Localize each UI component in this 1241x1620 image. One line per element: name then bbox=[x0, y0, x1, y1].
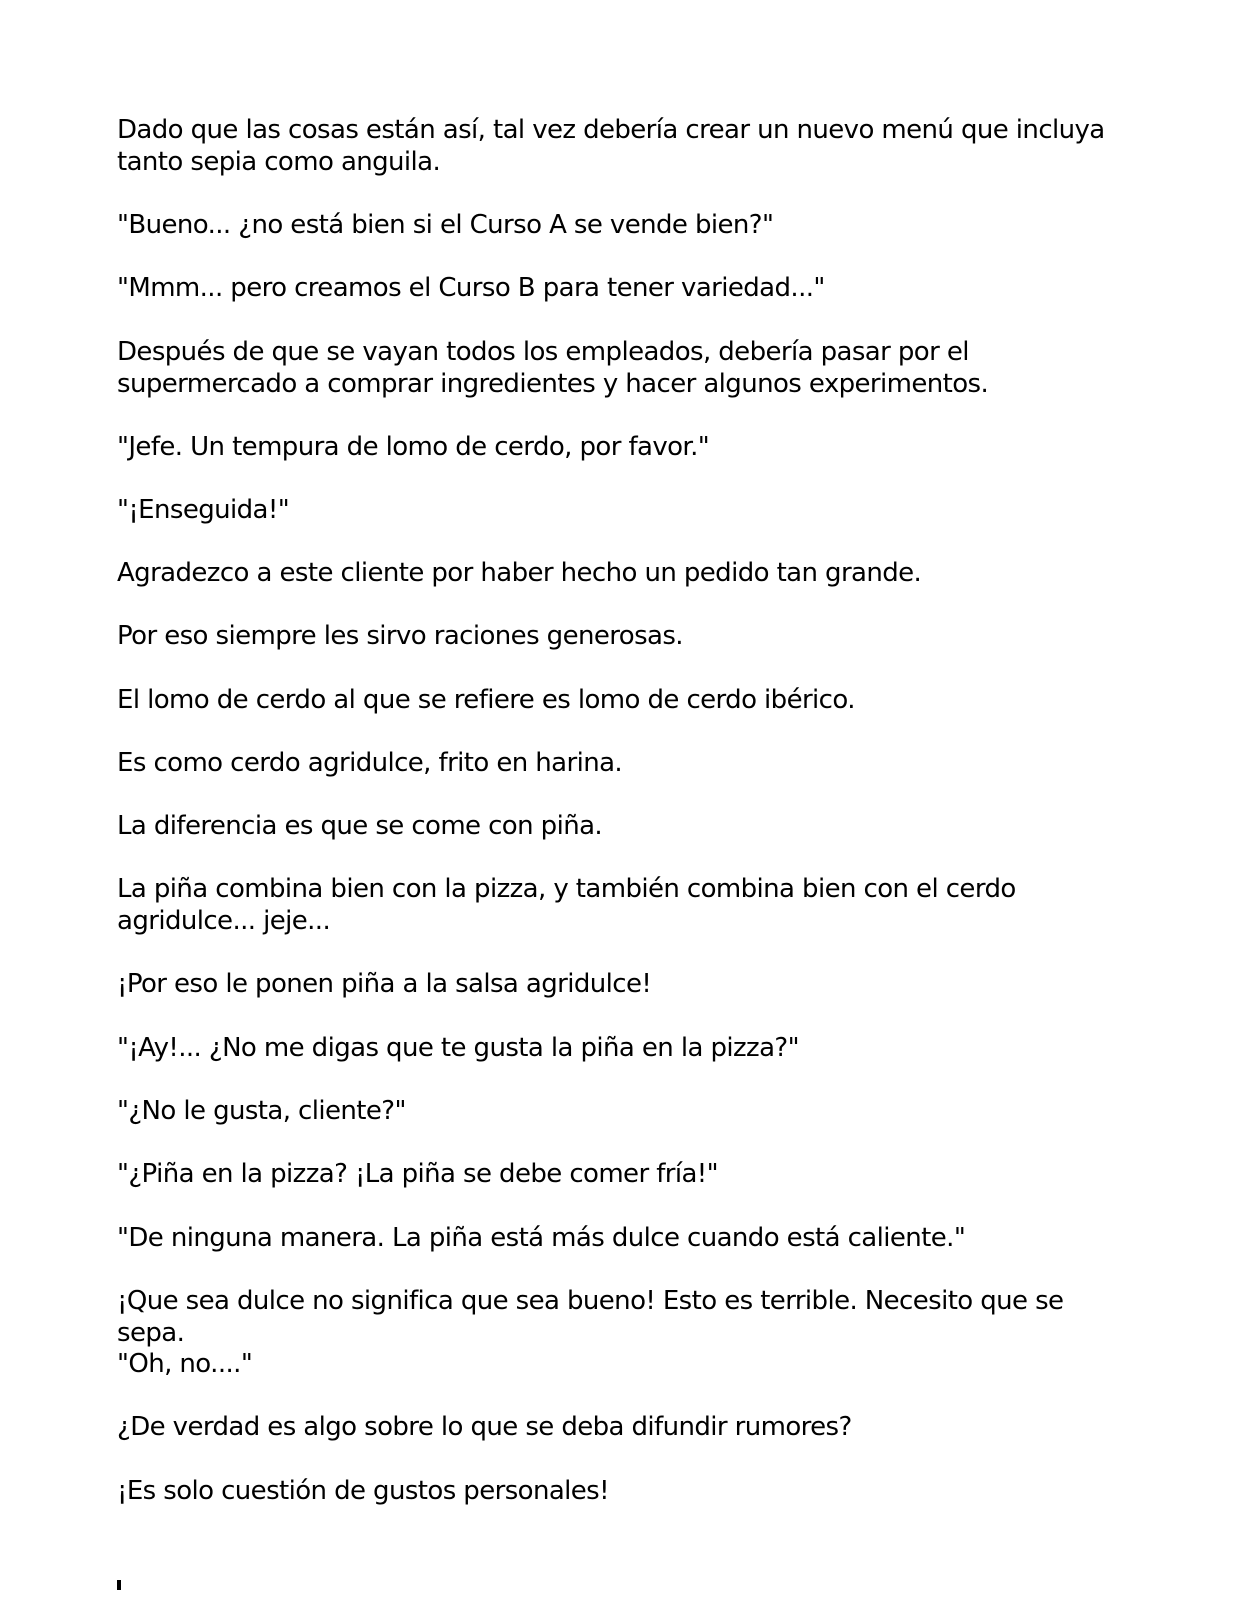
paragraph-4: Después de que se vayan todos los empleados, debería pasar por el supermercado a comprar ingredientes y hacer algunos experimentos. bbox=[117, 337, 989, 399]
paragraph-6: "¡Enseguida!" bbox=[117, 495, 290, 525]
paragraph-3: "Mmm... pero creamos el Curso B para tener variedad..." bbox=[117, 273, 825, 303]
paragraph-10: Es como cerdo agridulce, frito en harina. bbox=[117, 748, 623, 778]
paragraph-8: Por eso siempre les sirvo raciones generosas. bbox=[117, 621, 683, 651]
footer-tick-mark bbox=[117, 1580, 121, 1590]
paragraph-13: ¡Por eso le ponen piña a la salsa agridulce! bbox=[117, 969, 652, 999]
paragraph-19: "Oh, no...." bbox=[117, 1349, 253, 1379]
paragraph-5: "Jefe. Un tempura de lomo de cerdo, por favor." bbox=[117, 432, 710, 462]
paragraph-11: La diferencia es que se come con piña. bbox=[117, 811, 603, 841]
paragraph-16: "¿Piña en la pizza? ¡La piña se debe comer fría!" bbox=[117, 1159, 718, 1189]
paragraph-17: "De ninguna manera. La piña está más dulce cuando está caliente." bbox=[117, 1223, 966, 1253]
paragraph-20: ¿De verdad es algo sobre lo que se deba difundir rumores? bbox=[117, 1412, 852, 1442]
paragraph-1: Dado que las cosas están así, tal vez debería crear un nuevo menú que incluya tanto sepia como anguila. bbox=[117, 115, 1105, 177]
paragraph-9: El lomo de cerdo al que se refiere es lomo de cerdo ibérico. bbox=[117, 685, 855, 715]
paragraph-7: Agradezco a este cliente por haber hecho un pedido tan grande. bbox=[117, 558, 922, 588]
paragraph-12: La piña combina bien con la pizza, y también combina bien con el cerdo agridulce... jeje... bbox=[117, 874, 1016, 936]
paragraph-14: "¡Ay!... ¿No me digas que te gusta la piña en la pizza?" bbox=[117, 1033, 799, 1063]
paragraph-2: "Bueno... ¿no está bien si el Curso A se vende bien?" bbox=[117, 210, 774, 240]
paragraph-21: ¡Es solo cuestión de gustos personales! bbox=[117, 1476, 609, 1506]
paragraph-18: ¡Que sea dulce no significa que sea bueno! Esto es terrible. Necesito que se sepa. bbox=[117, 1286, 1064, 1348]
paragraph-15: "¿No le gusta, cliente?" bbox=[117, 1096, 406, 1126]
